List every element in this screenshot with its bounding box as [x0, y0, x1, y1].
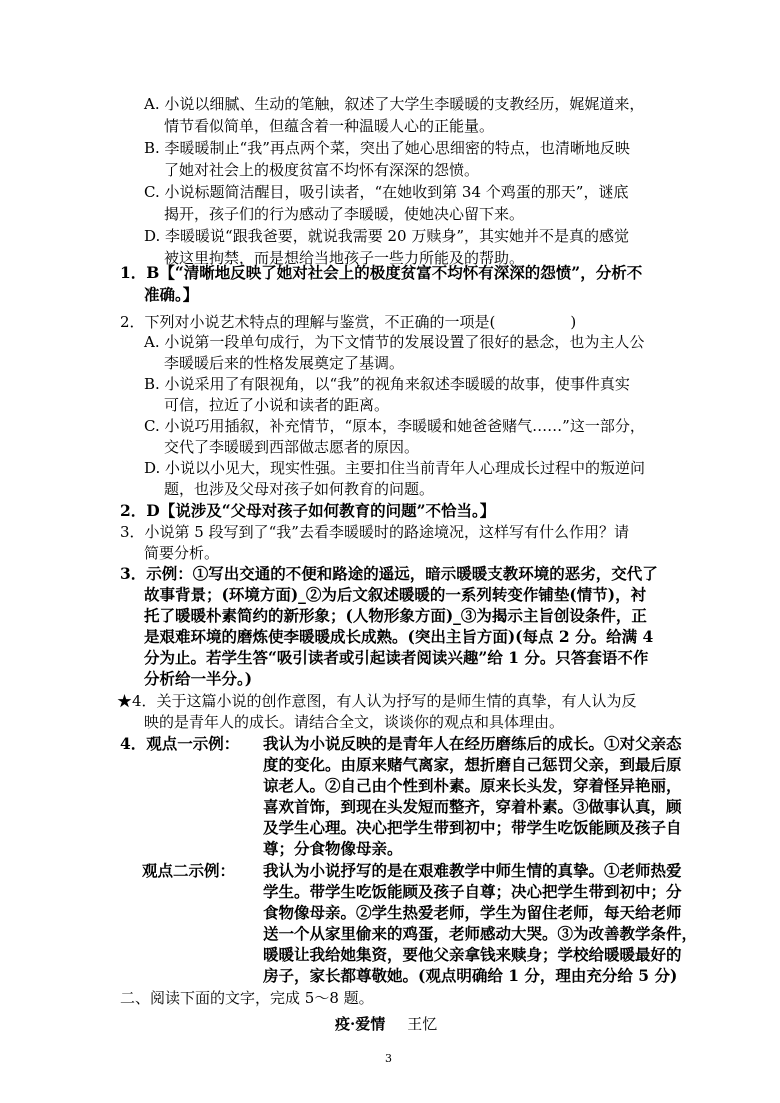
q1-answer-line1: 1．B【“清晰地反映了她对社会上的极度贫富不均怀有深深的怨愤”，分析不: [120, 263, 643, 282]
q1-answer-line2: 准确。】: [144, 285, 199, 304]
q2-option-d-line1: D. 小说以小见大，现实性强。主要扣住当前青年人心理成长过程中的叛逆问: [144, 459, 646, 477]
q4-view1-label: 4．观点一示例：: [120, 734, 240, 753]
page-number: 3: [385, 1052, 392, 1065]
q4-view1-line5: 及学生心理。决心把学生带到初中；带学生吃饭能顾及孩子自: [263, 818, 682, 837]
q1-option-d-line2: 被这里拘禁，而是想给当地孩子一些力所能及的帮助。: [164, 249, 525, 267]
section-2-heading: 二、阅读下面的文字，完成 5～8 题。: [120, 989, 374, 1007]
q4-view2-line5: 暖暖让我给她集资，要他父亲拿钱来赎身；学校给暖暖最好的: [263, 945, 682, 964]
q4-view2-line3: 食物像母亲。②学生热爱老师，学生为留住老师，每天给老师: [263, 903, 682, 922]
q2-option-c-line2: 交代了李暖暖到西部做志愿者的原因。: [164, 438, 420, 456]
q1-option-a-line2: 情节看似简单，但蕴含着一种温暖人心的正能量。: [164, 117, 495, 135]
q1-option-a-line1: A. 小说以细腻、生动的笔触，叙述了大学生李暖暖的支教经历，娓娓道来，: [144, 95, 645, 113]
q1-option-b-line2: 了她对社会上的极度贫富不均怀有深深的怨愤。: [164, 161, 480, 179]
q1-option-d-line1: D. 李暖暖说“跟我爸要，就说我需要 20 万赎身”，其实她并不是真的感觉: [144, 227, 629, 245]
q2-stem: 2．下列对小说艺术特点的理解与鉴赏，不正确的一项是( ): [120, 313, 577, 331]
q2-answer: 2．D【说涉及“父母对孩子如何教育的问题”不恰当。】: [120, 501, 496, 520]
q4-view1-line3: 谅老人。②自己由个性到朴素。原来长头发，穿着怪异艳丽，: [263, 776, 682, 795]
q3-answer-line3: 托了暖暖朴素简约的新形象；(人物形象方面)_③为揭示主旨创设条件，正: [144, 606, 647, 625]
q4-view1-line2: 度的变化。由原来赌气离家，想折磨自己惩罚父亲，到最后原: [263, 755, 682, 774]
q3-answer-line2: 故事背景；(环境方面)_②为后文叙述暖暖的一系列转变作铺垫(情节)，衬: [144, 585, 647, 604]
q4-stem-line2: 映的是青年人的成长。请结合全文，谈谈你的观点和具体理由。: [144, 713, 565, 731]
q4-view1-line1: 我认为小说反映的是青年人在经历磨练后的成长。①对父亲态: [263, 734, 682, 753]
q2-option-b-line2: 可信，拉近了小说和读者的距离。: [164, 396, 390, 414]
story-title-line: [335, 1013, 437, 1034]
q1-option-c-line2: 揭开，孩子们的行为感动了李暖暖，使她决心留下来。: [164, 205, 525, 223]
story-author: 王忆: [407, 1015, 438, 1033]
q1-option-b-line1: B. 李暖暖制止“我”再点两个菜，突出了她心思细密的特点，也清晰地反映: [144, 139, 630, 157]
q4-view2-line1: 我认为小说抒写的是在艰难教学中师生情的真挚。①老师热爱: [263, 861, 682, 880]
q3-answer-line6: 分析给一半分。): [144, 669, 253, 688]
q3-stem-line1: 3．小说第 5 段写到了“我”去看李暖暖时的路途境况，这样写有什么作用？请: [120, 523, 629, 541]
q2-option-d-line2: 题，也涉及父母对孩子如何教育的问题。: [164, 480, 435, 498]
q4-view1-line6: 尊；分食物像母亲。: [263, 839, 403, 858]
q2-option-b-line1: B. 小说采用了有限视角，以“我”的视角来叙述李暖暖的故事，使事件真实: [144, 375, 630, 393]
q4-view2-line6: 房子，家长都尊敬她。(观点明确给 1 分，理由充分给 5 分): [263, 966, 678, 985]
story-title: 疫·爱情: [335, 1015, 386, 1033]
q2-option-c-line1: C. 小说巧用插叙，补充情节，“原本，李暖暖和她爸爸赌气……”这一部分，: [144, 417, 645, 435]
q4-view2-line2: 学生。带学生吃饭能顾及孩子自尊；决心把学生带到初中；分: [263, 882, 682, 901]
q3-answer-line1: 3．示例：①写出交通的不便和路途的遥远，暗示暖暖支教环境的恶劣，交代了: [120, 564, 658, 583]
q4-view1-line4: 喜欢首饰，到现在头发短而整齐，穿着朴素。③做事认真，顾: [263, 797, 682, 816]
q1-option-c-line1: C. 小说标题简洁醒目，吸引读者，“在她收到第 34 个鸡蛋的那天”，谜底: [144, 183, 629, 201]
q2-option-a-line2: 李暖暖后来的性格发展奠定了基调。: [164, 354, 405, 372]
q2-option-a-line1: A. 小说第一段单句成行，为下文情节的发展设置了很好的悬念，也为主人公: [144, 333, 645, 351]
q4-stem-line1: ★4．关于这篇小说的创作意图，有人认为抒写的是师生情的真挚，有人认为反: [117, 692, 637, 710]
q3-answer-line4: 是艰难环境的磨炼使李暖暖成长成熟。(突出主旨方面)(每点 2 分。给满 4: [144, 627, 654, 646]
q4-view2-line4: 送一个从家里偷来的鸡蛋，老师感动大哭。③为改善教学条件，: [263, 924, 698, 943]
q4-view2-label: 观点二示例：: [142, 861, 236, 880]
q3-answer-line5: 分为止。若学生答“吸引读者或引起读者阅读兴趣”给 1 分。只答套语不作: [144, 648, 649, 667]
q3-stem-line2: 简要分析。: [144, 544, 220, 562]
